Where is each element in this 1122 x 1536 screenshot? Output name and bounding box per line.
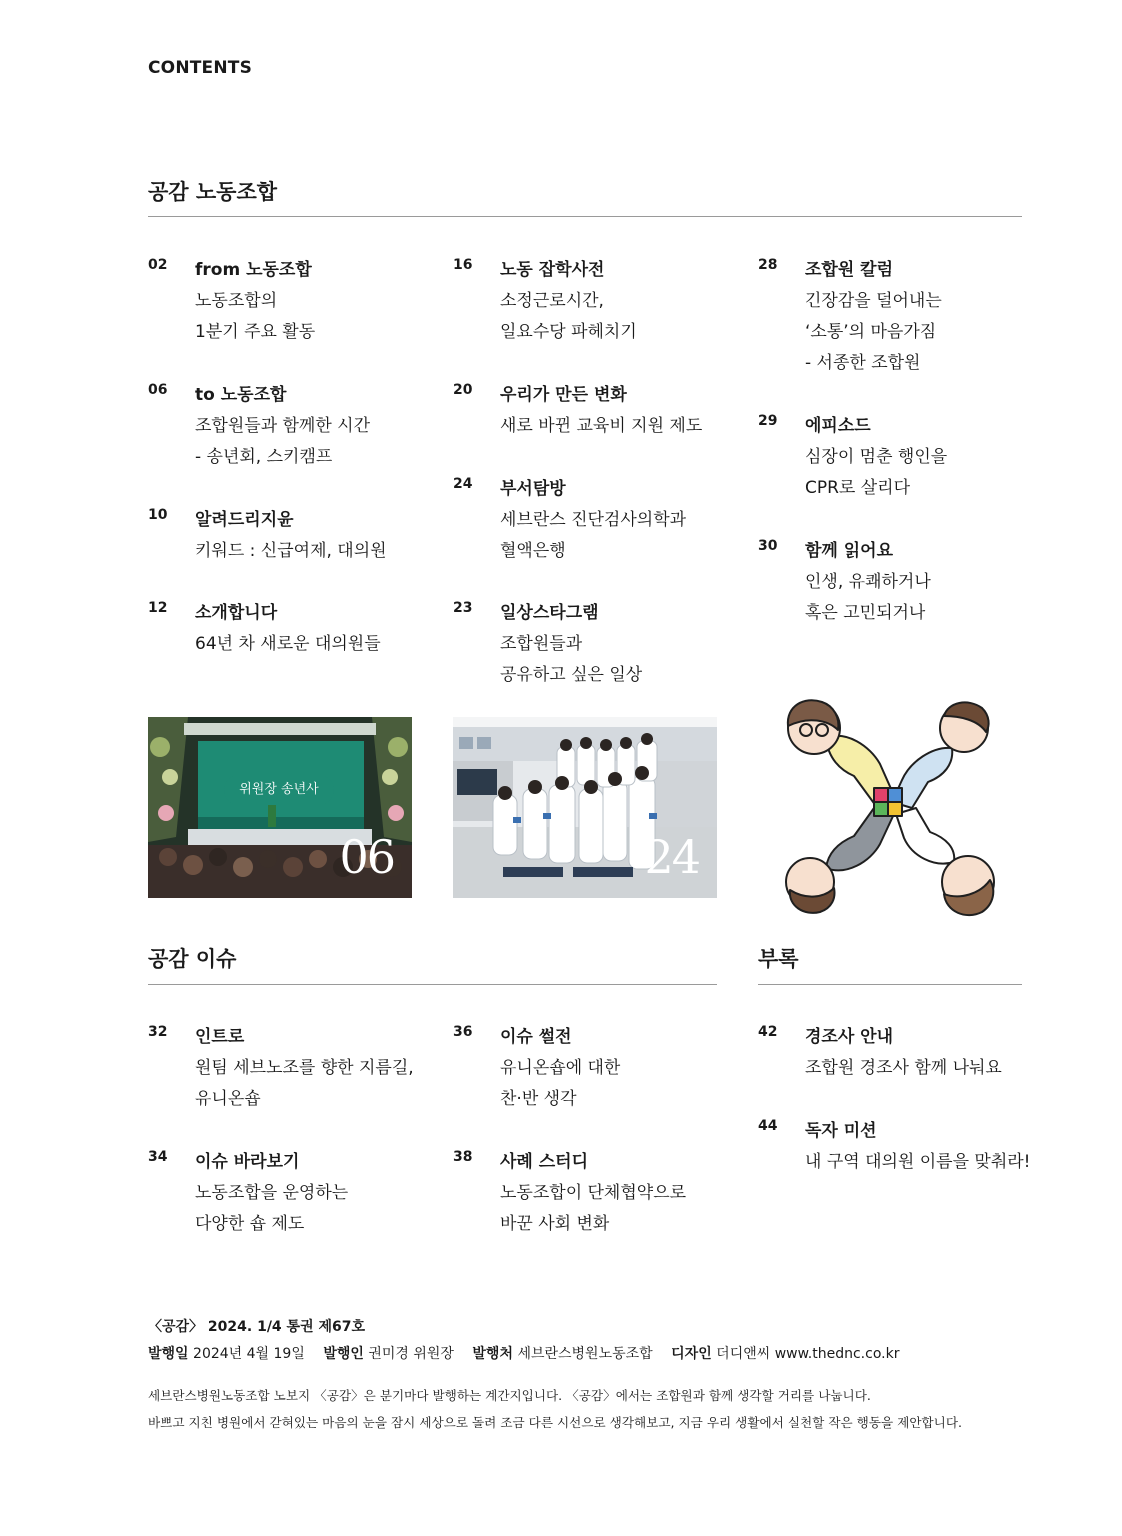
entry-subtitle: 64년 차 새로운 대의원들 xyxy=(195,634,381,654)
design-credit: 더디앤씨 www.thednc.co.kr xyxy=(716,1346,900,1362)
page-number: 06 xyxy=(148,382,168,398)
entry-subtitle: 인생, 유쾌하거나 xyxy=(805,572,931,592)
entry-subtitle: 유니온숍에 대한 xyxy=(500,1058,621,1078)
entry-title: to 노동조합 xyxy=(195,385,287,405)
page-number: 10 xyxy=(148,507,168,523)
contents-label: CONTENTS xyxy=(148,58,253,78)
section-title-issue: 공감 이슈 xyxy=(148,946,237,971)
photo-page-number: 06 xyxy=(339,830,394,884)
entry-subtitle: 다양한 숍 제도 xyxy=(195,1214,305,1234)
publication-meta xyxy=(148,1343,899,1363)
description-line: 바쁘고 지친 병원에서 갇혀있는 마음의 눈을 잠시 세상으로 돌려 조금 다른 시선으로 생각해보고, 지금 우리 생활에서 실천할 작은 행동을 제안합니다. xyxy=(148,1415,963,1430)
entry-subtitle: 노동조합의 xyxy=(195,291,278,311)
description-line: 세브란스병원노동조합 노보지 〈공감〉은 분기마다 발행하는 계간지입니다. 〈공감〉에서는 조합원과 함께 생각할 거리를 나눕니다. xyxy=(148,1388,871,1403)
page-number: 24 xyxy=(453,476,473,492)
puzzle-illustration xyxy=(768,690,1010,920)
magazine-description xyxy=(148,1382,962,1436)
page-number: 29 xyxy=(758,413,778,429)
entry-subtitle: 소정근로시간, xyxy=(500,291,604,311)
entry-title: 조합원 칼럼 xyxy=(805,260,894,280)
issuer-label: 발행처 xyxy=(472,1346,513,1362)
entry-subtitle: 긴장감을 덜어내는 xyxy=(805,291,942,311)
entry-subtitle: CPR로 살리다 xyxy=(805,478,911,498)
entry-subtitle: 혈액은행 xyxy=(500,541,566,561)
entry-subtitle: 일요수당 파헤치기 xyxy=(500,322,637,342)
entry-title: 이슈 바라보기 xyxy=(195,1152,300,1172)
entry-subtitle: ‘소통’의 마음가짐 xyxy=(805,322,937,342)
section-divider xyxy=(148,216,1022,217)
entry-title: 에피소드 xyxy=(805,416,871,436)
issuer: 세브란스병원노동조합 xyxy=(517,1346,653,1362)
photo-banner: 위원장 송년사 xyxy=(224,775,334,805)
lab-team-photo[interactable] xyxy=(453,717,717,898)
page-number: 44 xyxy=(758,1118,778,1134)
page-number: 28 xyxy=(758,257,778,273)
entry-subtitle: 새로 바뀐 교육비 지원 제도 xyxy=(500,416,703,436)
entry-title: 인트로 xyxy=(195,1027,245,1047)
entry-subtitle: 조합원들과 xyxy=(500,634,583,654)
page-number: 36 xyxy=(453,1024,473,1040)
entry-title: 이슈 썰전 xyxy=(500,1027,572,1047)
entry-subtitle: 유니온숍 xyxy=(195,1089,261,1109)
entry-subtitle: 내 구역 대의원 이름을 맞춰라! xyxy=(805,1152,1031,1172)
entry-title: 우리가 만든 변화 xyxy=(500,385,627,405)
section-divider xyxy=(148,984,717,985)
entry-title: 함께 읽어요 xyxy=(805,541,894,561)
publisher-label: 발행인 xyxy=(323,1346,364,1362)
entry-subtitle: 심장이 멈춘 행인을 xyxy=(805,447,948,467)
entry-subtitle: 바꾼 사회 변화 xyxy=(500,1214,610,1234)
publisher: 권미경 위원장 xyxy=(368,1346,454,1362)
entry-title: 소개합니다 xyxy=(195,603,278,623)
entry-title: 독자 미션 xyxy=(805,1121,877,1141)
page-number: 16 xyxy=(453,257,473,273)
entry-subtitle: 조합원 경조사 함께 나눠요 xyxy=(805,1058,1002,1078)
entry-title: 일상스타그램 xyxy=(500,603,599,623)
entry-subtitle: 조합원들과 함께한 시간 xyxy=(195,416,371,436)
entry-title: 사례 스터디 xyxy=(500,1152,589,1172)
entry-subtitle: 노동조합을 운영하는 xyxy=(195,1183,349,1203)
entry-title: 경조사 안내 xyxy=(805,1027,894,1047)
page-number: 23 xyxy=(453,600,473,616)
entry-subtitle: 공유하고 싶은 일상 xyxy=(500,665,643,685)
entry-subtitle: 혹은 고민되거나 xyxy=(805,603,926,623)
page-number: 32 xyxy=(148,1024,168,1040)
issue-info: 〈공감〉 2024. 1/4 통권 제67호 xyxy=(148,1319,366,1335)
entry-subtitle: 세브란스 진단검사의학과 xyxy=(500,510,687,530)
entry-title: 노동 잡학사전 xyxy=(500,260,605,280)
entry-title: from 노동조합 xyxy=(195,260,312,280)
section-title-union: 공감 노동조합 xyxy=(148,179,278,204)
pub-date: 2024년 4월 19일 xyxy=(193,1346,305,1362)
entry-subtitle: - 서종한 조합원 xyxy=(805,353,921,373)
entry-subtitle: 키워드 : 신급여제, 대의원 xyxy=(195,541,387,561)
page-number: 30 xyxy=(758,538,778,554)
design-label: 디자인 xyxy=(671,1346,712,1362)
entry-subtitle: 1분기 주요 활동 xyxy=(195,322,316,342)
pub-date-label: 발행일 xyxy=(148,1346,189,1362)
entry-subtitle: - 송년회, 스키캠프 xyxy=(195,447,333,467)
page-number: 34 xyxy=(148,1149,168,1165)
section-title-appendix: 부록 xyxy=(758,946,799,971)
page-number: 20 xyxy=(453,382,473,398)
year-end-party-photo[interactable] xyxy=(148,717,412,898)
entry-subtitle: 노동조합이 단체협약으로 xyxy=(500,1183,687,1203)
entry-subtitle: 원팀 세브노조를 향한 지름길, xyxy=(195,1058,414,1078)
page-number: 38 xyxy=(453,1149,473,1165)
photo-page-number: 24 xyxy=(644,830,699,884)
section-divider xyxy=(758,984,1022,985)
entry-title: 알려드리지윤 xyxy=(195,510,294,530)
entry-subtitle: 찬·반 생각 xyxy=(500,1089,577,1109)
page-number: 12 xyxy=(148,600,168,616)
page-number: 02 xyxy=(148,257,168,273)
page-number: 42 xyxy=(758,1024,778,1040)
entry-title: 부서탐방 xyxy=(500,479,566,499)
